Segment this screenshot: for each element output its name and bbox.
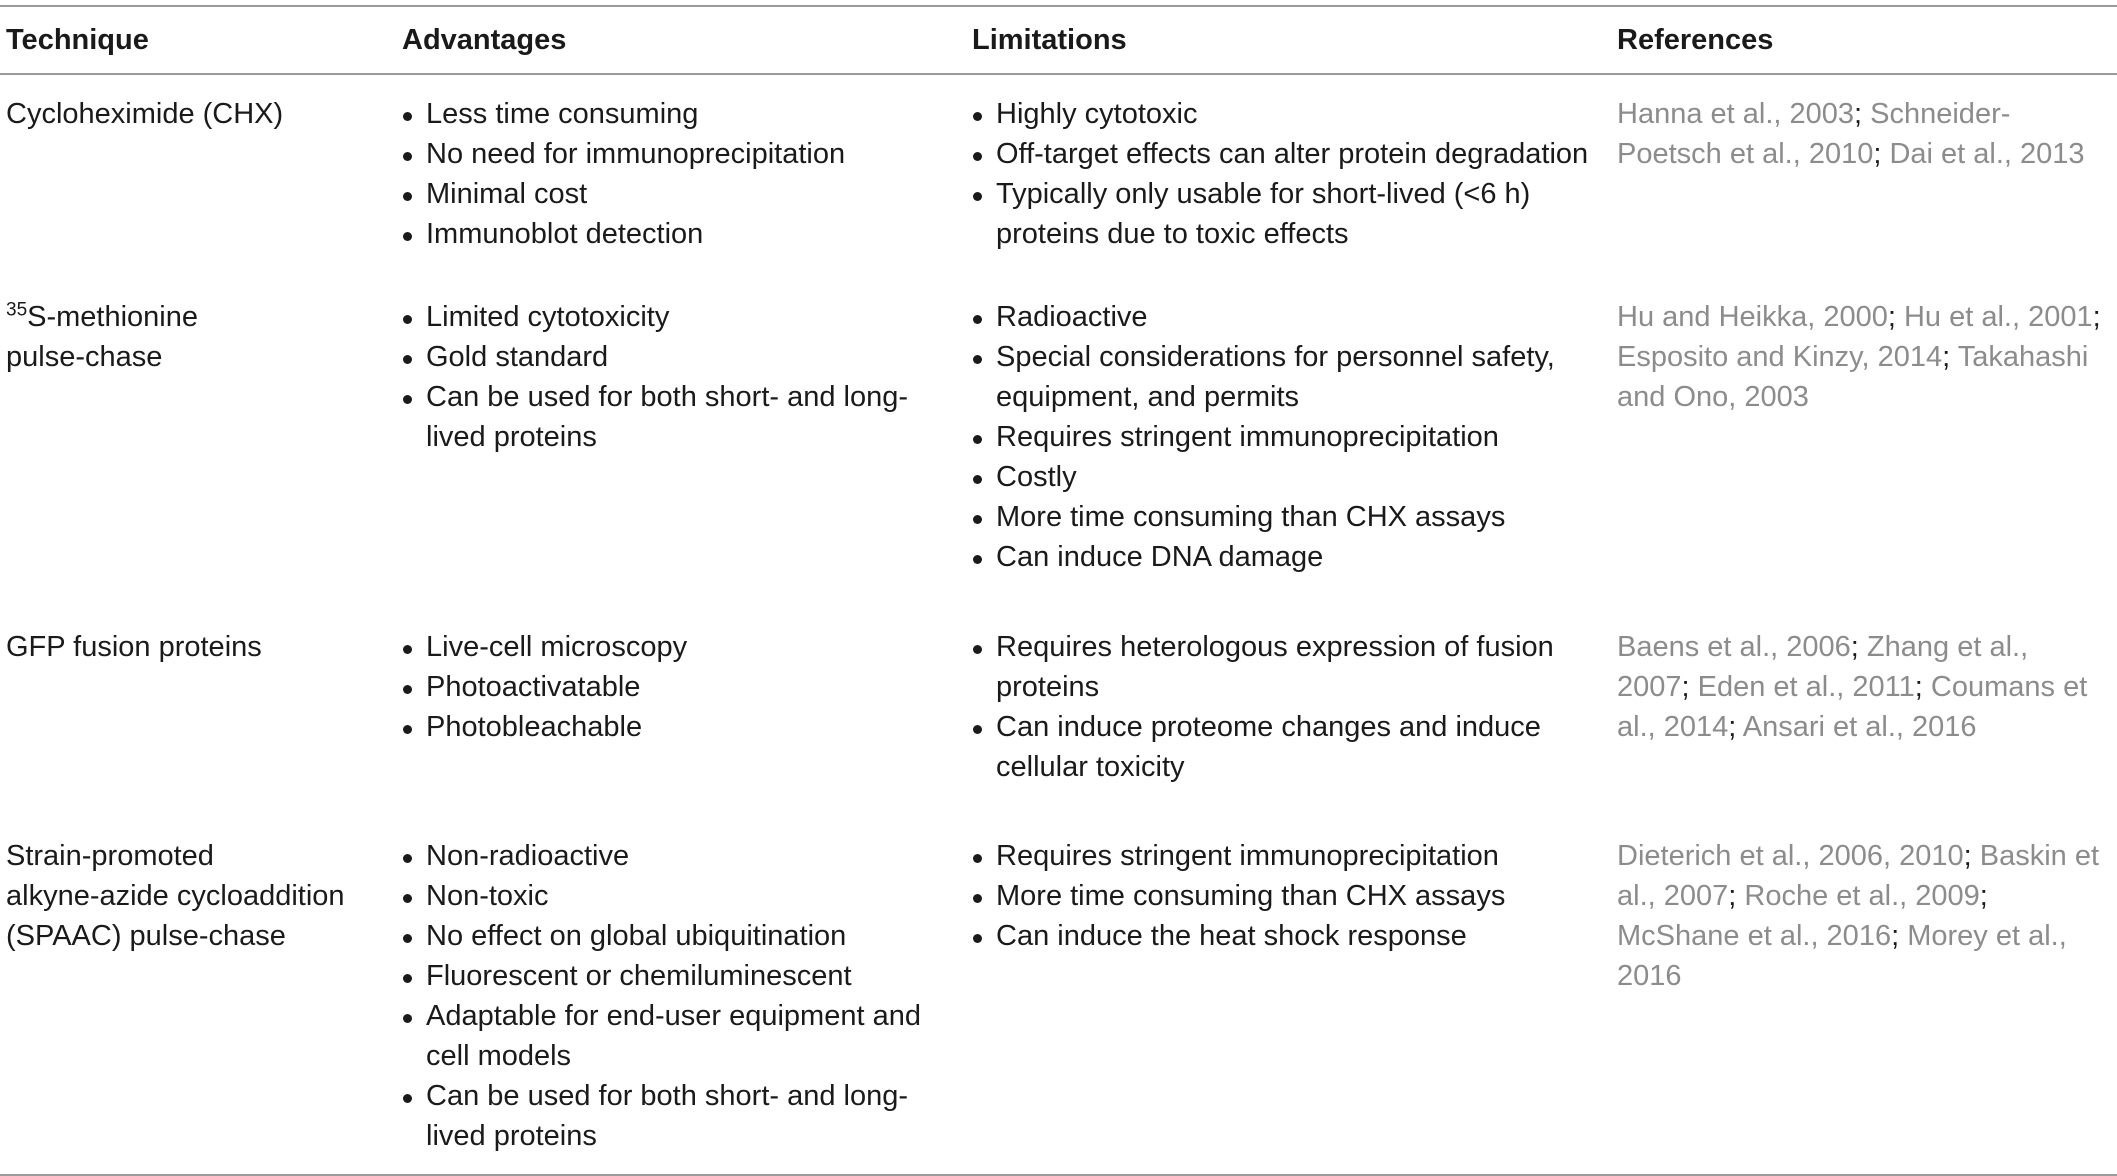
technique-cell bbox=[0, 277, 400, 608]
reference-link[interactable]: Hanna et al., 2003 bbox=[1617, 98, 1855, 130]
reference-link[interactable]: Roche et al., 2009 bbox=[1744, 880, 1980, 912]
technique-name: Cycloheximide (CHX) bbox=[6, 98, 284, 130]
limitation-item: Requires stringent immunoprecipitation bbox=[970, 417, 1597, 457]
advantage-item: Fluorescent or chemiluminescent bbox=[400, 956, 950, 996]
advantage-item: Can be used for both short- and long-lived proteins bbox=[400, 1076, 950, 1156]
reference-link[interactable]: Dieterich et al., 2006, 2010 bbox=[1617, 840, 1964, 872]
reference-link[interactable]: Eden et al., 2011 bbox=[1697, 671, 1915, 703]
reference-link[interactable]: Hu et al., 2001 bbox=[1903, 301, 2093, 333]
limitation-item: Requires heterologous expression of fusion proteins bbox=[970, 627, 1597, 707]
advantages-cell bbox=[400, 74, 970, 277]
table-row bbox=[0, 277, 2117, 608]
limitation-item: Costly bbox=[970, 457, 1597, 497]
limitations-cell bbox=[970, 74, 1617, 277]
table-row bbox=[0, 74, 2117, 277]
advantage-item: Can be used for both short- and long-lived proteins bbox=[400, 377, 950, 457]
limitation-item: Can induce DNA damage bbox=[970, 537, 1597, 577]
reference-link[interactable]: Coumans et al., 2014 bbox=[1617, 671, 2088, 743]
advantage-item: Adaptable for end-user equipment and cell models bbox=[400, 996, 950, 1076]
references-cell: Hanna et al., 2003; Schneider-Poetsch et al., 2010; Dai et al., 2013 bbox=[1617, 98, 2085, 170]
references-cell: Dieterich et al., 2006, 2010; Baskin et al., 2007; Roche et al., 2009; McShane et al., 2016; Morey et al., 2016 bbox=[1617, 840, 2100, 992]
header-technique: Technique bbox=[6, 23, 149, 56]
header-references: References bbox=[1617, 23, 1774, 56]
advantage-item: Non-toxic bbox=[400, 876, 950, 916]
advantage-item: Immunoblot detection bbox=[400, 214, 950, 254]
reference-link[interactable]: Baskin et al., 2007 bbox=[1617, 840, 2100, 912]
technique-name: Strain-promoted bbox=[6, 840, 214, 872]
technique-name-line3: (SPAAC) pulse-chase bbox=[6, 920, 286, 952]
advantage-item: Limited cytotoxicity bbox=[400, 297, 950, 337]
table-row bbox=[0, 608, 2117, 817]
limitations-cell bbox=[970, 277, 1617, 608]
reference-link[interactable]: Baens et al., 2006 bbox=[1617, 631, 1851, 663]
reference-link[interactable]: Dai et al., 2013 bbox=[1889, 138, 2085, 170]
reference-link[interactable]: Hu and Heikka, 2000 bbox=[1617, 301, 1888, 333]
reference-link[interactable]: Ansari et al., 2016 bbox=[1742, 711, 1977, 743]
technique-name-line2: alkyne-azide cycloaddition bbox=[6, 880, 345, 912]
advantage-item: Photoactivatable bbox=[400, 667, 950, 707]
limitations-cell bbox=[970, 817, 1617, 1175]
advantages-cell bbox=[400, 817, 970, 1175]
technique-name: GFP fusion proteins bbox=[6, 631, 262, 663]
limitations-cell bbox=[970, 608, 1617, 817]
technique-superscript: 35 bbox=[6, 299, 28, 321]
limitation-item: Requires stringent immunoprecipitation bbox=[970, 836, 1597, 876]
advantage-item: Gold standard bbox=[400, 337, 950, 377]
limitation-item: Can induce proteome changes and induce cellular toxicity bbox=[970, 707, 1597, 787]
header-row bbox=[0, 6, 2117, 74]
advantages-cell bbox=[400, 608, 970, 817]
reference-link[interactable]: Takahashi and Ono, 2003 bbox=[1617, 341, 2089, 413]
advantage-item: Live-cell microscopy bbox=[400, 627, 950, 667]
reference-link[interactable]: Morey et al., 2016 bbox=[1617, 920, 2067, 992]
header-limitations: Limitations bbox=[972, 23, 1127, 56]
reference-link[interactable]: Schneider-Poetsch et al., 2010 bbox=[1617, 98, 2011, 170]
references-cell: Baens et al., 2006; Zhang et al., 2007; Eden et al., 2011; Coumans et al., 2014; Ansari et al., 2016 bbox=[1617, 631, 2088, 743]
advantage-item: No effect on global ubiquitination bbox=[400, 916, 950, 956]
reference-link[interactable]: McShane et al., 2016 bbox=[1617, 920, 1892, 952]
reference-link[interactable]: Zhang et al., 2007 bbox=[1617, 631, 2029, 703]
advantage-item: Minimal cost bbox=[400, 174, 950, 214]
technique-cell bbox=[0, 74, 400, 277]
limitation-item: Can induce the heat shock response bbox=[970, 916, 1597, 956]
table-row bbox=[0, 817, 2117, 1175]
limitation-item: Radioactive bbox=[970, 297, 1597, 337]
technique-name: S-methionine bbox=[27, 301, 199, 333]
limitation-item: Typically only usable for short-lived (<6 h) proteins due to toxic effects bbox=[970, 174, 1597, 254]
reference-link[interactable]: Esposito and Kinzy, 2014 bbox=[1617, 341, 1943, 373]
technique-cell bbox=[0, 817, 400, 1175]
limitation-item: Off-target effects can alter protein degradation bbox=[970, 134, 1597, 174]
advantage-item: No need for immunoprecipitation bbox=[400, 134, 950, 174]
limitation-item: Highly cytotoxic bbox=[970, 94, 1597, 134]
advantage-item: Non-radioactive bbox=[400, 836, 950, 876]
technique-name-line2: pulse-chase bbox=[6, 341, 163, 373]
references-cell: Hu and Heikka, 2000; Hu et al., 2001; Esposito and Kinzy, 2014; Takahashi and Ono, 2003 bbox=[1617, 301, 2101, 413]
technique-cell bbox=[0, 608, 400, 817]
limitation-item: More time consuming than CHX assays bbox=[970, 876, 1597, 916]
header-advantages: Advantages bbox=[402, 23, 567, 56]
advantage-item: Less time consuming bbox=[400, 94, 950, 134]
limitation-item: More time consuming than CHX assays bbox=[970, 497, 1597, 537]
advantages-cell bbox=[400, 277, 970, 608]
limitation-item: Special considerations for personnel safety, equipment, and permits bbox=[970, 337, 1597, 417]
comparison-table bbox=[0, 5, 2117, 1176]
advantage-item: Photobleachable bbox=[400, 707, 950, 747]
comparison-table-container bbox=[0, 5, 2117, 1176]
